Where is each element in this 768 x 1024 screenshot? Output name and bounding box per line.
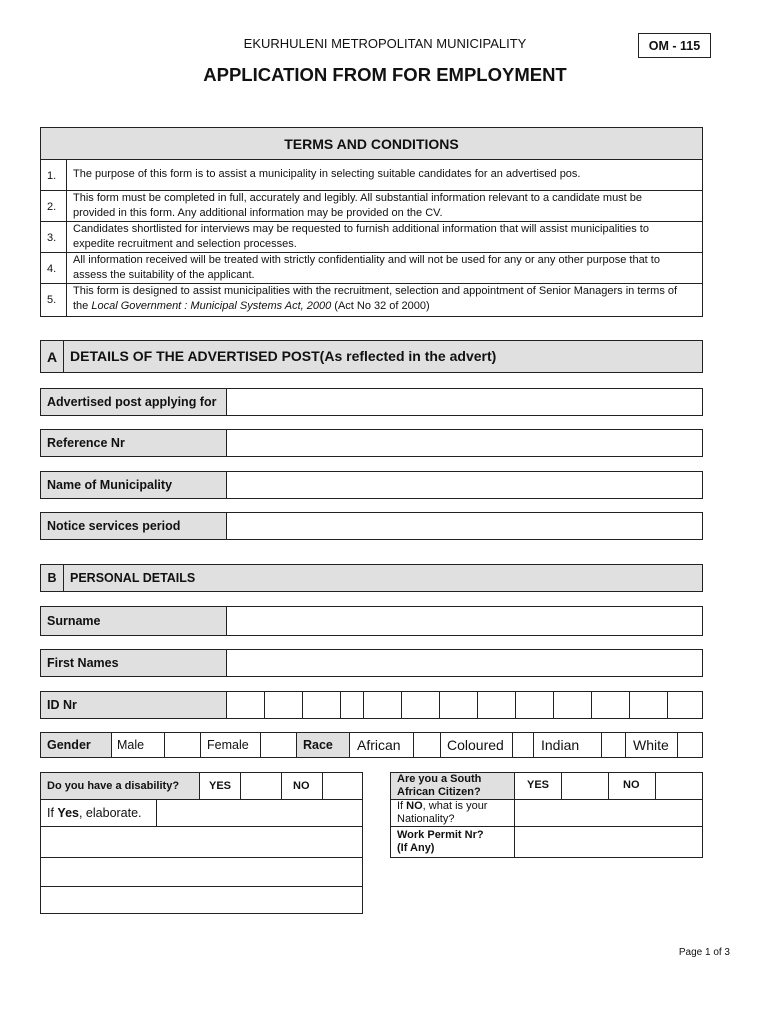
terms-line: Candidates shortlisted for interviews may be requested to furnish additional information that will assist municipalities to <box>73 223 649 235</box>
elaborate-line[interactable] <box>40 826 363 858</box>
coloured-checkbox[interactable] <box>512 732 534 758</box>
terms-row-text <box>66 252 703 284</box>
terms-line: provided in this form. Any additional information may be provided on the CV. <box>73 207 443 219</box>
indian-checkbox[interactable] <box>601 732 626 758</box>
terms-line: This form is designed to assist municipalities with the recruitment, selection and appointment of Senior Managers in terms of <box>73 285 678 297</box>
disability-no-label: NO <box>281 772 323 800</box>
terms-heading-text: TERMS AND CONDITIONS <box>284 135 459 152</box>
section-letter: B <box>40 564 64 592</box>
nationality-no: NO <box>406 800 423 812</box>
advertised-post-field[interactable] <box>226 388 703 416</box>
citizen-question-line: African Citizen? <box>397 786 481 798</box>
disability-no-checkbox[interactable] <box>322 772 363 800</box>
citizen-yes-checkbox[interactable] <box>561 772 609 800</box>
id-digit-box[interactable] <box>340 691 364 719</box>
id-digit-box[interactable] <box>553 691 592 719</box>
terms-line: assess the suitability of the applicant. <box>73 269 255 281</box>
id-nr-label: ID Nr <box>40 691 227 719</box>
race-option-white: White <box>625 732 678 758</box>
citizen-no-checkbox[interactable] <box>655 772 703 800</box>
gender-option-male: Male <box>111 732 165 758</box>
citizen-yes-label: YES <box>514 772 562 800</box>
id-digit-box[interactable] <box>439 691 478 719</box>
elaborate-text: , elaborate. <box>78 806 142 820</box>
work-permit-field[interactable] <box>514 826 703 858</box>
first-names-label: First Names <box>40 649 227 677</box>
male-checkbox[interactable] <box>164 732 201 758</box>
terms-row-num: 5. <box>40 283 67 317</box>
race-option-african: African <box>349 732 414 758</box>
terms-text: (Act No 32 of 2000) <box>331 300 430 312</box>
disability-yes-label: YES <box>199 772 241 800</box>
nationality-label <box>390 799 515 827</box>
elaborate-field[interactable] <box>156 799 363 827</box>
elaborate-label <box>40 799 157 827</box>
section-title: DETAILS OF THE ADVERTISED POST(As reflected in the advert) <box>63 340 703 373</box>
section-title: PERSONAL DETAILS <box>63 564 703 592</box>
terms-row-num: 3. <box>40 221 67 253</box>
terms-heading <box>40 127 703 160</box>
citizen-question <box>390 772 515 800</box>
elaborate-text: If <box>47 806 58 820</box>
elaborate-line[interactable] <box>40 857 363 887</box>
notice-period-label: Notice services period <box>40 512 227 540</box>
race-option-indian: Indian <box>533 732 602 758</box>
nationality-line <box>397 800 514 813</box>
notice-period-field[interactable] <box>226 512 703 540</box>
page-title: APPLICATION FROM FOR EMPLOYMENT <box>203 64 567 85</box>
work-permit-line: Work Permit Nr? <box>397 829 484 841</box>
terms-line: This form must be completed in full, accurately and legibly. All substantial information relevant to a candidate must be <box>73 192 643 204</box>
id-digit-box[interactable] <box>667 691 703 719</box>
gender-option-female: Female <box>200 732 261 758</box>
disability-yes-checkbox[interactable] <box>240 772 282 800</box>
work-permit-label <box>390 826 515 858</box>
nationality-field[interactable] <box>514 799 703 827</box>
advertised-post-label: Advertised post applying for <box>40 388 227 416</box>
citizen-no-label: NO <box>608 772 656 800</box>
id-digit-box[interactable] <box>302 691 341 719</box>
elaborate-line[interactable] <box>40 886 363 914</box>
id-digit-box[interactable] <box>401 691 440 719</box>
form-code-box: OM - 115 <box>638 33 711 58</box>
female-checkbox[interactable] <box>260 732 297 758</box>
terms-row-num: 2. <box>40 190 67 222</box>
id-digit-box[interactable] <box>477 691 516 719</box>
id-digit-box[interactable] <box>515 691 554 719</box>
white-checkbox[interactable] <box>677 732 703 758</box>
page-number: Page 1 of 3 <box>678 947 730 958</box>
terms-row-num: 4. <box>40 252 67 284</box>
terms-row-text <box>66 190 703 222</box>
reference-nr-label: Reference Nr <box>40 429 227 457</box>
race-label: Race <box>296 732 350 758</box>
gender-label: Gender <box>40 732 112 758</box>
id-digit-box[interactable] <box>363 691 402 719</box>
section-a-header <box>40 340 703 373</box>
nationality-text: If <box>397 800 407 812</box>
terms-row-text <box>66 283 703 317</box>
id-digit-box[interactable] <box>591 691 630 719</box>
terms-line: All information received will be treated with strictly confidentiality and will not be used for any or any other purpose that to <box>73 254 660 266</box>
section-letter: A <box>40 340 64 373</box>
nationality-line: Nationality? <box>397 813 455 825</box>
work-permit-line: (If Any) <box>397 842 435 854</box>
terms-table <box>40 127 703 317</box>
african-checkbox[interactable] <box>413 732 441 758</box>
disability-question: Do you have a disability? <box>40 772 200 800</box>
terms-line: expedite recruitment and selection processes. <box>73 238 297 250</box>
terms-row-num: 1. <box>40 159 67 191</box>
municipality-name-label: Name of Municipality <box>40 471 227 499</box>
act-name: Local Government : Municipal Systems Act, 2000 <box>91 300 332 312</box>
id-digit-box[interactable] <box>264 691 303 719</box>
section-b-header <box>40 564 703 592</box>
race-option-coloured: Coloured <box>440 732 513 758</box>
elaborate-yes: Yes <box>57 806 79 820</box>
terms-row-text: The purpose of this form is to assist a municipality in selecting suitable candidates for an advertised pos. <box>66 159 703 191</box>
terms-row-text <box>66 221 703 253</box>
municipality-name: EKURHULENI METROPOLITAN MUNICIPALITY <box>243 36 527 51</box>
terms-line <box>73 299 702 314</box>
nationality-text: , what is your <box>422 800 488 812</box>
municipality-name-field[interactable] <box>226 471 703 499</box>
surname-label: Surname <box>40 606 227 636</box>
surname-field[interactable] <box>226 606 703 636</box>
reference-nr-field[interactable] <box>226 429 703 457</box>
id-digit-box[interactable] <box>629 691 668 719</box>
first-names-field[interactable] <box>226 649 703 677</box>
id-digit-box[interactable] <box>226 691 265 719</box>
citizen-question-line: Are you a South <box>397 773 482 785</box>
terms-text: the <box>73 300 92 312</box>
